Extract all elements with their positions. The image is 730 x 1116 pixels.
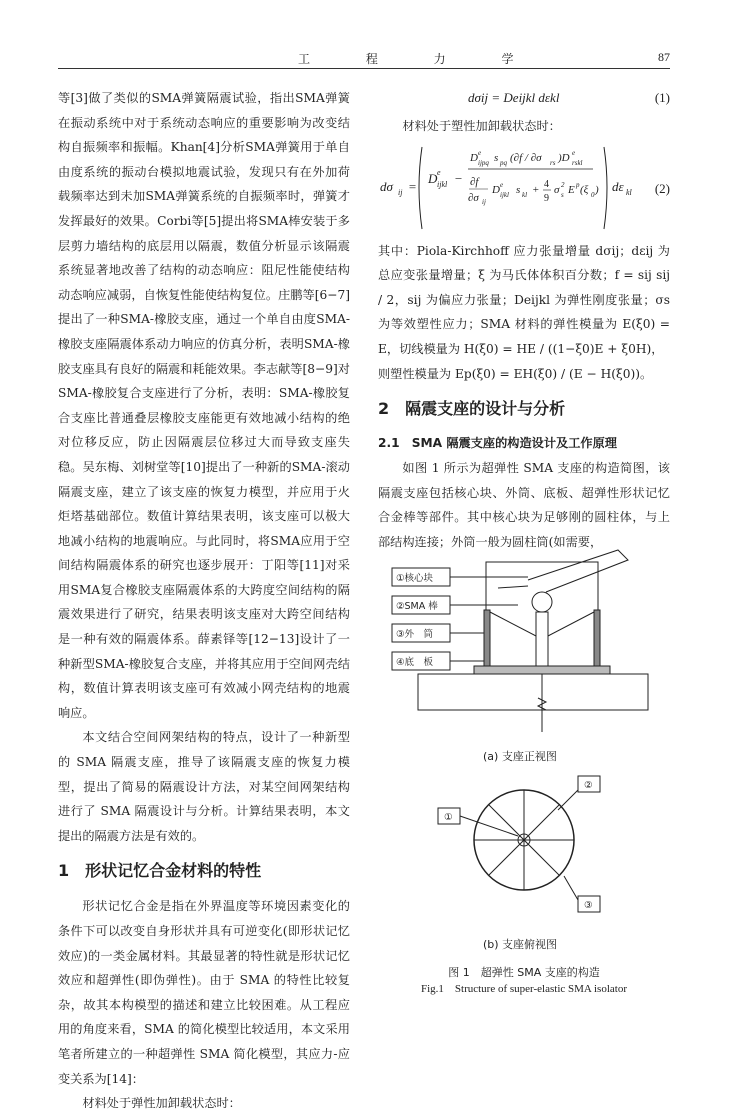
paragraph-intro-summary: 本文结合空间网架结构的特点，设计了一种新型的 SMA 隔震支座，推导了该隔震支座的恢复力模型，提出了简易的隔震设计方法，对某空间网架结构进行了 SMA 隔震设计与分析。计算结果表明，本文提出的隔震方法是有效的。 [58,730,350,843]
svg-text:=: = [408,178,417,194]
svg-text:)D: )D [558,151,570,164]
svg-text:D: D [492,183,500,196]
paragraph-figure-description: 如图 1 所示为超弹性 SMA 支座的构造简图，该隔震支座包括核心块、外筒、底板、超弹性形状记忆合金棒等部件。其中核心块为足够刚的圆柱体，与上部结构连接；外筒一般为圆柱筒(如需要， [378,461,670,549]
svg-text:e: e [437,167,441,177]
svg-text:E: E [568,183,575,196]
figure-caption-cn: 图 1 超弹性 SMA 支座的构造 [448,966,600,979]
svg-text:−: − [454,170,463,186]
right-column [378,86,670,555]
svg-text:ij: ij [482,197,486,206]
legend-label-outer-tube: ③外 筒 [396,629,434,640]
svg-text:s: s [516,183,521,196]
svg-text:D: D [428,170,438,186]
svg-text:D: D [470,151,478,164]
running-header [58,50,670,69]
left-column [58,86,350,1116]
equation-2-number: (2) [654,180,670,196]
svg-text:s: s [561,190,564,199]
svg-text:+: + [532,183,540,196]
subfigure-b-caption: (b) 支座俯视图 [483,938,558,951]
svg-text:ijkl: ijkl [437,179,448,189]
svg-text:): ) [595,183,599,196]
paragraph-plastic-modulus: 则塑性模量为 Ep(ξ0) = EH(ξ0) / (E − H(ξ0))。 [378,366,653,381]
paragraph-sma-properties: 形状记忆合金是指在外界温度等环境因素变化的条件下可以改变自身形状并具有可逆变化(即形状记忆效应)的一类金属材料。其最显著的特性就是形状记忆效应和超弹性(即伪弹性)。由于 SMA 的特性比较复杂，故其本构模型的描述和建立比较困难。从工程应用的角度来看，SMA 的简化模型比较适用，本文采用笔者所建立的一种超弹性 SMA 简化模型，其应力-应变关系为[14]： [58,899,350,1086]
svg-text:e: e [572,148,576,157]
figure-1 [378,540,670,1010]
svg-text:dσ: dσ [380,178,393,194]
subsection-2-1-title: 2.1 SMA 隔震支座的构造设计及工作原理 [378,436,617,451]
journal-title: 工 程 力 学 [298,52,540,66]
svg-text:ijpq: ijpq [478,158,489,167]
svg-text:ij: ij [398,187,403,197]
svg-text:kl: kl [626,187,632,197]
svg-text:(∂f / ∂σ: (∂f / ∂σ [510,151,542,164]
svg-text:2: 2 [561,180,565,189]
equation-1 [378,86,670,114]
svg-text:4: 4 [544,178,549,190]
svg-text:kl: kl [522,190,528,199]
svg-text:0: 0 [591,190,595,199]
svg-text:9: 9 [544,192,549,204]
paragraph-elastic-state: 材料处于弹性加卸载状态时： [82,1096,241,1111]
svg-text:rs: rs [550,158,556,167]
page-number: 87 [658,50,670,64]
svg-text:∂σ: ∂σ [468,191,479,204]
top-view-diagram [438,776,600,912]
paragraph-literature-review: 等[3]做了类似的SMA弹簧隔震试验，指出SMA弹簧在振动系统中对于系统动态响应的重要影响为改变结构自振频率和振幅。Khan[4]分析SMA弹簧用于单自由度系统的振动台模拟地震试验，发现只有在外加荷载频率达到未加SMA弹簧系统的自振频率时，弹簧才发挥最好的效果。Corbi等[5]提出将SMA棒安装于多层剪力墙结构的底层用以隔震，数值分析显示该隔震系统显著地改善了结构的动态响应：阻尼性能使结构动态响应减弱，自恢复性能使结构复位。庄鹏等[6−7]提出了一种SMA-橡胶支座，通过一个单自由度SMA-橡胶支座隔震体系动力响应的仿真分析，表明SMA-橡胶支座具有良好的隔震和耗能效果。李志献等[8−9]对SMA-橡胶复合支座进行了分析，表明：SMA-橡胶复合支座比普通叠层橡胶支座能更有效地减小结构的绝对位移反应，防止因隔震层位移过大而导致支座失稳。吴东梅、刘树堂等[10]提出了一种新的SMA-滚动隔震支座，建立了该支座的恢复力模型，并应用于火炬塔基础部位。数值计算结果表明，该支座可以极大地减小结构的地震响应。与此同时，将SMA应用于空间结构隔震体系的研究也逐步展开：丁阳等[11]对采用SMA复合橡胶支座隔震体系的大跨度空间结构的隔震效果进行了研究，结果表明该支座对大跨空间结构是一种有效的隔震体系。薛素铎等[12−13]设计了一种新型SMA-橡胶复合支座，并将其应用于空间网壳结构，数值计算表明该支座可有效减小网壳结构的地震响应。 [58,91,350,720]
equation-1-body: dσij = Deijkl dεkl [468,90,560,105]
equation-2-graphic [378,139,638,235]
svg-text:pq: pq [500,158,507,167]
svg-text:e: e [500,180,504,189]
svg-text:p: p [576,180,580,189]
legend-label-core: ①核心块 [396,573,434,584]
svg-text:ijkl: ijkl [500,190,509,199]
section-2-title: 2 隔震支座的设计与分析 [378,399,566,419]
svg-text:∂f: ∂f [470,175,479,188]
section-1-title: 1 形状记忆合金材料的特性 [58,861,262,881]
figure-caption-en: Fig.1 Structure of super-elastic SMA isolator [420,983,627,995]
svg-text:s: s [494,151,499,164]
legend-label-sma-rod: ②SMA 棒 [396,601,438,612]
equation-1-number: (1) [654,90,670,105]
equation-2 [378,139,670,239]
svg-text:dε: dε [612,178,624,194]
top-marker-2: ② [584,780,593,791]
svg-text:rskl: rskl [572,158,583,167]
top-marker-1: ① [444,812,453,823]
legend-label-base-plate: ④底 板 [396,657,434,668]
subfigure-a-caption: (a) 支座正视图 [483,750,557,763]
top-marker-3: ③ [584,900,593,911]
plastic-state-intro: 材料处于塑性加卸载状态时： [402,119,561,133]
figure-1-drawing [378,540,670,960]
svg-text:e: e [478,148,482,157]
svg-text:(ξ: (ξ [580,183,589,196]
paragraph-symbol-definitions: 其中：Piola-Kirchhoff 应力张量增量 dσij；dεij 为总应变张量增量；ξ 为马氏体体积百分数；f = sij sij / 2，sij 为偏应力张量；Deijkl 为弹性刚度张量；σs 为等效塑性应力；SMA 材料的弹性模量为 E(ξ0) = E，切线模量为 H(ξ0) = HE / ((1−ξ0)E + ξ0H)， [378,243,670,356]
svg-text:σ: σ [554,183,560,196]
